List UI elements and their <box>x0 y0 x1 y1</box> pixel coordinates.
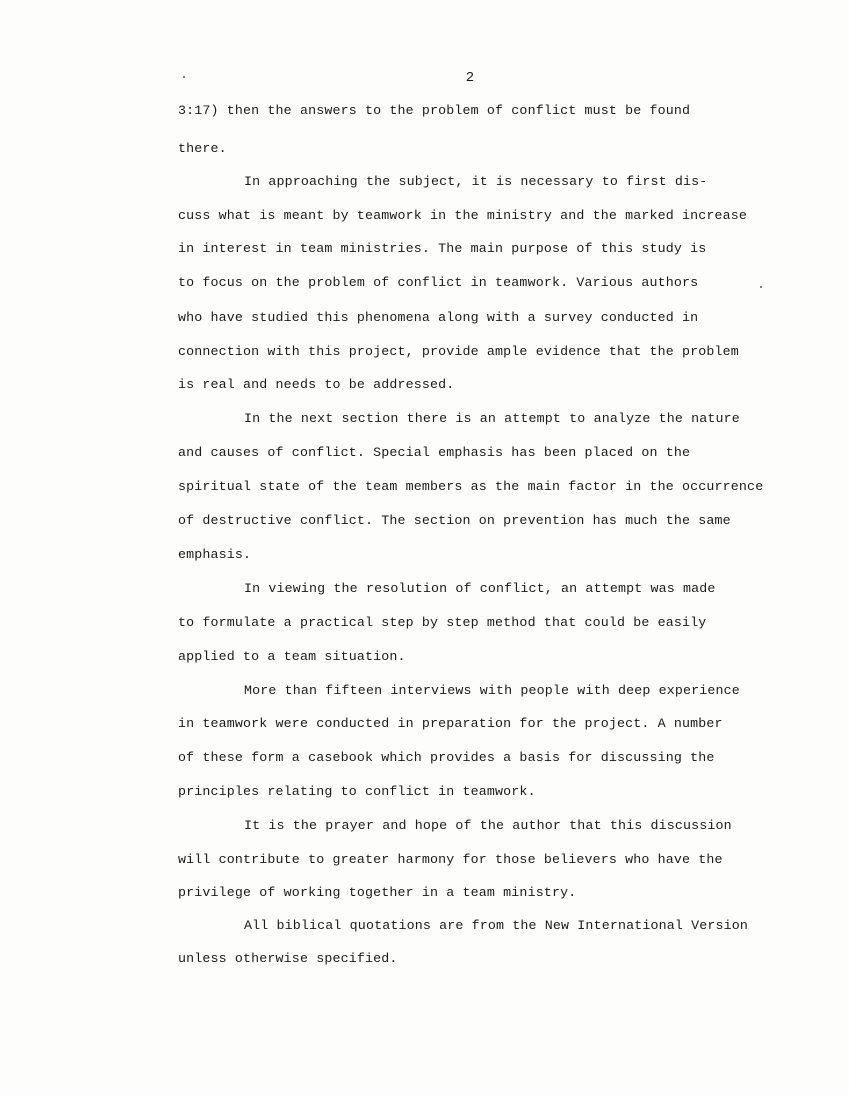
page-number: 2 <box>465 70 475 86</box>
text-line: there. <box>178 141 227 156</box>
text-line: connection with this project, provide ample evidence that the problem <box>178 344 739 359</box>
text-line: In viewing the resolution of conflict, an attempt was made <box>244 581 716 596</box>
text-line: to formulate a practical step by step method that could be easily <box>178 615 707 630</box>
text-line: of these form a casebook which provides a basis for discussing the <box>178 750 715 765</box>
text-line: emphasis. <box>178 547 252 562</box>
text-line: privilege of working together in a team ministry. <box>178 885 577 900</box>
text-line: in interest in team ministries. The main purpose of this study is <box>178 241 707 256</box>
text-line: More than fifteen interviews with people with deep experience <box>244 683 740 698</box>
text-line: spiritual state of the team members as the main factor in the occurrence <box>178 479 764 494</box>
text-line: in teamwork were conducted in preparation for the project. A number <box>178 716 723 731</box>
text-line: In approaching the subject, it is necessary to first dis- <box>244 174 708 189</box>
text-line: It is the prayer and hope of the author that this discussion <box>244 818 732 833</box>
text-line: and causes of conflict. Special emphasis has been placed on the <box>178 445 691 460</box>
scan-speck <box>760 286 762 288</box>
text-line: to focus on the problem of conflict in teamwork. Various authors <box>178 275 699 290</box>
text-line: of destructive conflict. The section on prevention has much the same <box>178 513 731 528</box>
text-line: applied to a team situation. <box>178 649 406 664</box>
text-line: All biblical quotations are from the New International Version <box>244 918 749 933</box>
text-line: is real and needs to be addressed. <box>178 377 455 392</box>
text-line: In the next section there is an attempt to analyze the nature <box>244 411 740 426</box>
text-line: 3:17) then the answers to the problem of conflict must be found <box>178 103 691 118</box>
text-line: principles relating to conflict in teamwork. <box>178 784 536 799</box>
text-line: who have studied this phenomena along with a survey conducted in <box>178 310 699 325</box>
text-line: will contribute to greater harmony for those believers who have the <box>178 852 723 867</box>
text-line: unless otherwise specified. <box>178 951 398 966</box>
text-line: cuss what is meant by teamwork in the ministry and the marked increase <box>178 208 748 223</box>
